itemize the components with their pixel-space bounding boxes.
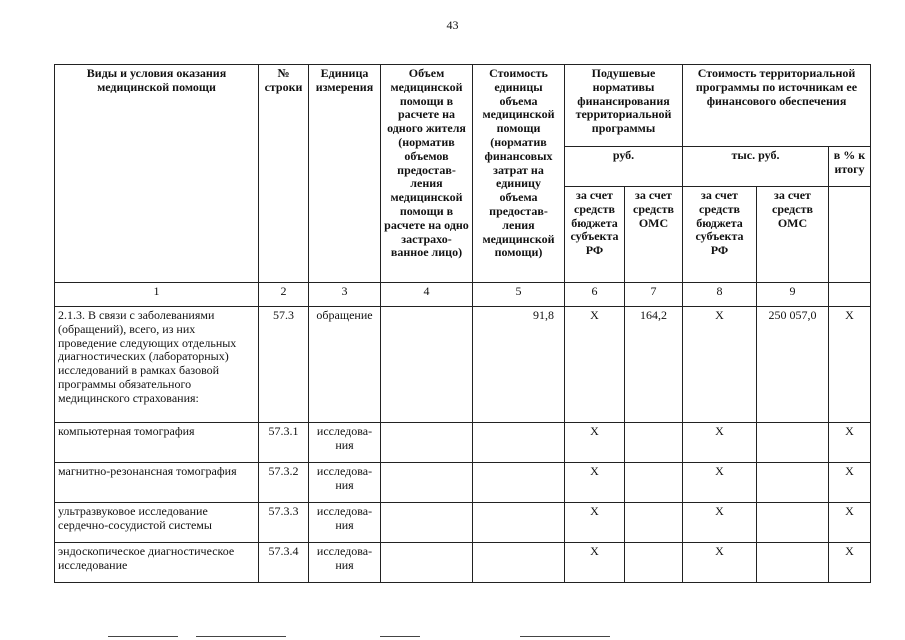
row-col9: X — [829, 503, 871, 543]
header-program-cost: Стоимость территориальной программы по источникам ее финансового обеспечения — [683, 65, 871, 147]
row-unit: исследова-ния — [309, 543, 381, 583]
row-col6 — [625, 543, 683, 583]
header-oms: за счет средств ОМС — [625, 187, 683, 283]
row-name: 2.1.3. В связи с заболеваниями (обращений), всего, из них проведение следующих отдельных диагностических (лабораторных) исследований в рамках базовой программы обязательного медицинского страхования: — [55, 307, 259, 423]
row-name: компьютерная томография — [55, 423, 259, 463]
header-volume: Объем медицинской помощи в расчете на одного жителя (норматив объемов предостав-ления медицинской помощи в расчете на одно застрахо-ванное лицо) — [381, 65, 473, 283]
table-row — [55, 307, 871, 423]
row-name: эндоскопическое диагностическое исследование — [55, 543, 259, 583]
row-cost — [473, 503, 565, 543]
table-row — [55, 503, 871, 543]
row-volume — [381, 307, 473, 423]
column-number: 7 — [625, 283, 683, 307]
column-number: 8 — [683, 283, 757, 307]
column-number — [829, 283, 871, 307]
column-number: 3 — [309, 283, 381, 307]
header-line-number: № строки — [259, 65, 309, 283]
row-col9: X — [829, 543, 871, 583]
row-col7: X — [683, 463, 757, 503]
row-col8 — [757, 423, 829, 463]
footer-rule — [196, 636, 286, 637]
header-percent: в % к итогу — [829, 147, 871, 187]
header-thousand-rub: тыс. руб. — [683, 147, 829, 187]
row-col7: X — [683, 543, 757, 583]
row-col5: X — [565, 307, 625, 423]
row-col5: X — [565, 463, 625, 503]
row-cost: 91,8 — [473, 307, 565, 423]
page-number: 43 — [446, 18, 459, 32]
footer-rule — [108, 636, 178, 637]
row-col8 — [757, 463, 829, 503]
row-cost — [473, 543, 565, 583]
row-unit: исследова-ния — [309, 423, 381, 463]
row-col8: 250 057,0 — [757, 307, 829, 423]
header-unit-cost: Стоимость единицы объема медицинской помощи (норматив финансовых затрат на единицу объема предостав-ления медицинской помощи) — [473, 65, 565, 283]
row-col8 — [757, 503, 829, 543]
row-unit: исследова-ния — [309, 463, 381, 503]
row-line-number: 57.3.3 — [259, 503, 309, 543]
footer-rule — [520, 636, 610, 637]
row-col6: 164,2 — [625, 307, 683, 423]
row-line-number: 57.3.4 — [259, 543, 309, 583]
row-col5: X — [565, 503, 625, 543]
medical-care-cost-table — [54, 64, 871, 583]
header-budget-rf-2: за счет средств бюджета субъекта РФ — [683, 187, 757, 283]
row-unit: исследова-ния — [309, 503, 381, 543]
row-line-number: 57.3 — [259, 307, 309, 423]
row-col6 — [625, 463, 683, 503]
row-volume — [381, 463, 473, 503]
row-line-number: 57.3.1 — [259, 423, 309, 463]
header-budget-rf: за счет средств бюджета субъекта РФ — [565, 187, 625, 283]
footer-rule — [380, 636, 420, 637]
row-col8 — [757, 543, 829, 583]
table-row — [55, 423, 871, 463]
row-volume — [381, 503, 473, 543]
header-percent-empty — [829, 187, 871, 283]
column-number: 4 — [381, 283, 473, 307]
header-per-capita: Подушевые нормативы финансирования территориальной программы — [565, 65, 683, 147]
header-unit: Единица измерения — [309, 65, 381, 283]
row-line-number: 57.3.2 — [259, 463, 309, 503]
row-volume — [381, 543, 473, 583]
column-number: 9 — [757, 283, 829, 307]
column-number: 2 — [259, 283, 309, 307]
row-name: ультразвуковое исследование сердечно-сосудистой системы — [55, 503, 259, 543]
table-row — [55, 543, 871, 583]
header-oms-2: за счет средств ОМС — [757, 187, 829, 283]
row-col7: X — [683, 503, 757, 543]
column-number: 1 — [55, 283, 259, 307]
row-volume — [381, 423, 473, 463]
row-cost — [473, 463, 565, 503]
header-rub: руб. — [565, 147, 683, 187]
row-col9: X — [829, 423, 871, 463]
row-col6 — [625, 423, 683, 463]
row-unit: обращение — [309, 307, 381, 423]
header-care-types: Виды и условия оказания медицинской помощи — [55, 65, 259, 283]
table-row — [55, 463, 871, 503]
column-number: 6 — [565, 283, 625, 307]
column-number: 5 — [473, 283, 565, 307]
column-number-row — [55, 283, 871, 307]
row-col9: X — [829, 307, 871, 423]
row-col7: X — [683, 307, 757, 423]
row-cost — [473, 423, 565, 463]
row-col9: X — [829, 463, 871, 503]
row-col5: X — [565, 423, 625, 463]
row-col6 — [625, 503, 683, 543]
row-col7: X — [683, 423, 757, 463]
row-name: магнитно-резонансная томография — [55, 463, 259, 503]
row-col5: X — [565, 543, 625, 583]
